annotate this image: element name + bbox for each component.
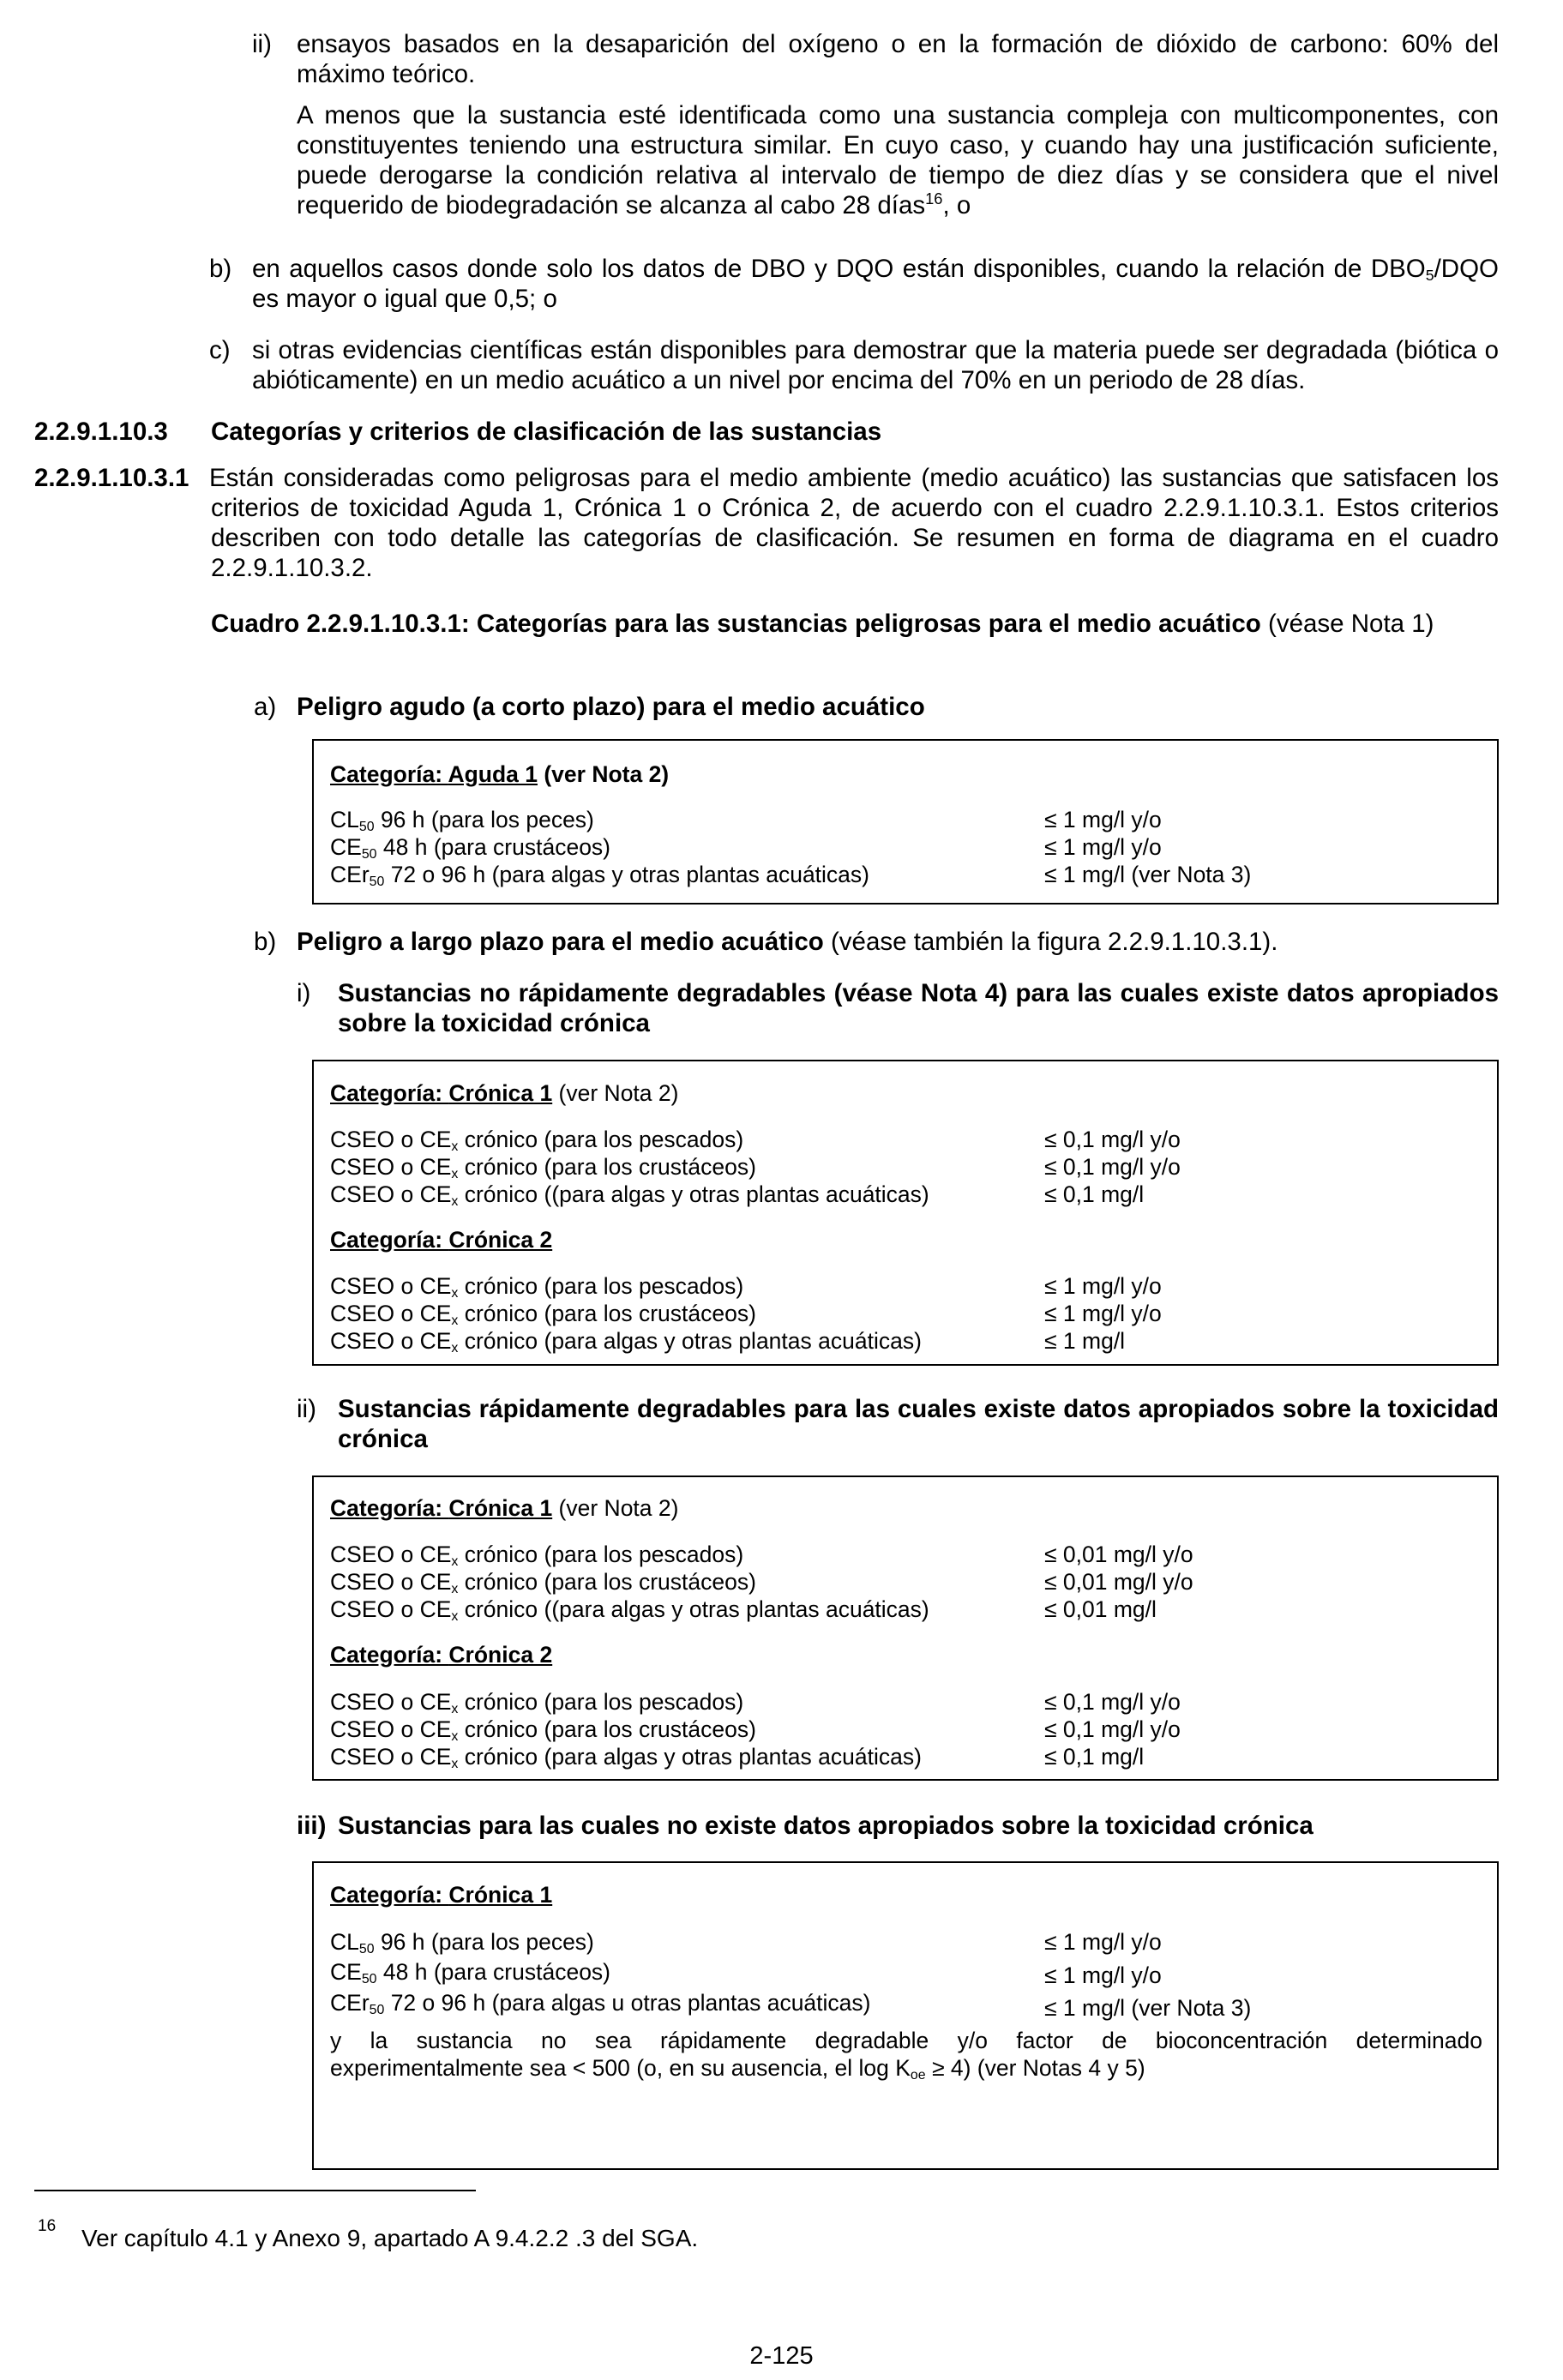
- footnote-number: 16: [38, 2217, 57, 2235]
- box3-c1-r1-a: CSEO o CE: [330, 1542, 452, 1567]
- box2-c1-r3-sub: x: [451, 1194, 459, 1209]
- box2-cat1-name: Crónica 1: [448, 1080, 553, 1106]
- box1-row-3-a: CEr: [330, 862, 370, 887]
- box3-c1-r3-b: crónico ((para algas y otras plantas acuáticas): [458, 1596, 929, 1622]
- box3-c2-r3-a: CSEO o CE: [330, 1744, 452, 1770]
- item-b-label: b): [209, 255, 232, 283]
- box1-row-1-b: 96 h (para los peces): [374, 807, 594, 832]
- box2-c1-row-1-value: ≤ 0,1 mg/l y/o: [1044, 1127, 1181, 1152]
- box3-c1-row-1-label: [330, 1541, 743, 1568]
- sec-b-rest: (véase también la figura 2.2.9.1.10.3.1).: [823, 928, 1278, 956]
- box2-c2-r2-b: crónico (para los crustáceos): [458, 1301, 756, 1326]
- box2-c2-row-1-value: ≤ 1 mg/l y/o: [1044, 1273, 1162, 1299]
- box3-category-2: [330, 1641, 552, 1668]
- box2-c2-r3-sub: x: [451, 1341, 459, 1355]
- item-b-text-2: /DQO es mayor o igual que 0,5; o: [252, 255, 1499, 313]
- box2-c2-r2-a: CSEO o CE: [330, 1301, 452, 1326]
- box4-r2-b: 48 h (para crustáceos): [376, 1959, 611, 1985]
- box1-row-2-label: [330, 833, 610, 861]
- box3-c2-r2-sub: x: [451, 1729, 459, 1744]
- section-title-10-3: Categorías y criterios de clasificación de las sustancias: [211, 418, 882, 446]
- box3-c1-row-2-value: ≤ 0,01 mg/l y/o: [1044, 1569, 1193, 1595]
- box3-c1-r3-sub: x: [451, 1609, 459, 1624]
- item-ii-text: ensayos basados en la desaparición del oxígeno o en la formación de dióxido de carbono: 60% del máximo teórico.: [297, 30, 1499, 88]
- box3-c1-row-1-value: ≤ 0,01 mg/l y/o: [1044, 1542, 1193, 1567]
- box3-category-1: [330, 1494, 678, 1522]
- footnote-text: Ver capítulo 4.1 y Anexo 9, apartado A 9.4.2.2 .3 del SGA.: [81, 2225, 699, 2251]
- box2-c2-row-2-label: [330, 1300, 756, 1327]
- box1-row-2-a: CE: [330, 834, 362, 860]
- box2-c2-r1-sub: x: [451, 1286, 459, 1301]
- box2-c2-row-3-value: ≤ 1 mg/l: [1044, 1328, 1126, 1354]
- box2-c1-row-3-label: [330, 1181, 929, 1208]
- box4-extra-2b: ≥ 4) (ver Notas 4 y 5): [925, 2055, 1145, 2081]
- box3-c2-r1-a: CSEO o CE: [330, 1689, 452, 1715]
- box2-c1-r1-b: crónico (para los pescados): [458, 1127, 744, 1152]
- box2-c2-r2-sub: x: [451, 1313, 459, 1328]
- box3-cat1-prefix: Categoría:: [330, 1495, 449, 1521]
- box3-c2-r1-b: crónico (para los pescados): [458, 1689, 744, 1715]
- box2-cat1-note: (ver Nota 2): [552, 1080, 679, 1106]
- box2-c2-row-2-value: ≤ 1 mg/l y/o: [1044, 1301, 1162, 1326]
- box3-c1-r2-sub: x: [451, 1582, 459, 1596]
- paragraph-body: A menos que la sustancia esté identificada como una sustancia compleja con multicomponentes, con constituyentes teniendo una estructura similar. En cuyo caso, y cuando hay una justificación suficiente, puede derogarse la condición relativa al intervalo de tiempo de diez días y se considera que el nivel requerido de biodegradación se alcanza al cabo 28 días: [297, 101, 1499, 219]
- sec-b-i-text: Sustancias no rápidamente degradables (véase Nota 4) para las cuales existe datos apropiados sobre la toxicidad crónica: [338, 979, 1499, 1037]
- box4-r2-a: CE: [330, 1959, 362, 1985]
- box3-c1-row-3-value: ≤ 0,01 mg/l: [1044, 1596, 1157, 1622]
- box3-c2-row-1-value: ≤ 0,1 mg/l y/o: [1044, 1689, 1181, 1715]
- box2-c1-row-3-value: ≤ 0,1 mg/l: [1044, 1181, 1145, 1207]
- sec-b-title-line: [297, 927, 1277, 957]
- box3-c1-row-3-label: [330, 1596, 929, 1623]
- box3-cat1-name: Crónica 1: [448, 1495, 553, 1521]
- box4-r1-sub: 50: [358, 1942, 375, 1956]
- box2-c2-row-3-label: [330, 1327, 922, 1355]
- box2-c1-row-1-label: [330, 1126, 743, 1153]
- box4-cat-prefix: Categoría:: [330, 1882, 449, 1908]
- box3-c2-r3-sub: x: [451, 1757, 459, 1771]
- box2-c1-r1-a: CSEO o CE: [330, 1127, 452, 1152]
- sec-a-title: Peligro agudo (a corto plazo) para el medio acuático: [297, 693, 925, 721]
- box2-c1-r3-a: CSEO o CE: [330, 1181, 452, 1207]
- box4-row-1-value: ≤ 1 mg/l y/o: [1044, 1929, 1162, 1955]
- box2-cat1-prefix: Categoría:: [330, 1080, 449, 1106]
- box4-row-3-label: [330, 1989, 870, 2016]
- box4-extra-line-1: y la sustancia no sea rápidamente degradable y/o factor de bioconcentración determinado: [330, 2028, 1482, 2053]
- box3-c1-r1-b: crónico (para los pescados): [458, 1542, 744, 1567]
- item-b-text-1: en aquellos casos donde solo los datos de DBO y DQO están disponibles, cuando la relación de DBO: [252, 255, 1426, 283]
- box2-c1-row-2-label: [330, 1153, 756, 1181]
- sec-a-label: a): [254, 693, 277, 721]
- box2-category-1: [330, 1079, 678, 1107]
- box4-r2-sub: 50: [361, 1972, 377, 1986]
- complex-substance-paragraph: [297, 100, 1499, 220]
- table-caption: [211, 609, 1499, 639]
- box2-c2-r3-a: CSEO o CE: [330, 1328, 452, 1354]
- box4-row-2-value: ≤ 1 mg/l y/o: [1044, 1962, 1162, 1988]
- box2-c1-r1-sub: x: [451, 1139, 459, 1154]
- item-b-sub: 5: [1425, 267, 1434, 284]
- sec-b-ii-label: ii): [297, 1395, 316, 1423]
- box3-c2-row-3-value: ≤ 0,1 mg/l: [1044, 1744, 1145, 1770]
- box4-extra-line-2: [330, 2054, 1145, 2082]
- box4-r3-a: CEr: [330, 1990, 370, 2016]
- box4-row-2-label: [330, 1958, 610, 1986]
- item-c-text: si otras evidencias científicas están disponibles para demostrar que la materia puede ser degradada (biótica o abióticamente) en un medio acuático a un nivel por encima del 70% en un periodo de 28 días.: [252, 336, 1499, 394]
- box1-row-3-value: ≤ 1 mg/l (ver Nota 3): [1044, 862, 1252, 887]
- box2-cat2-prefix: Categoría:: [330, 1227, 449, 1253]
- box1-row-3-label: [330, 861, 869, 888]
- footnote-rule: [34, 2190, 476, 2191]
- box1-cat-note: (ver Nota 2): [537, 761, 670, 787]
- box3-c2-r2-b: crónico (para los crustáceos): [458, 1716, 756, 1742]
- box4-r1-b: 96 h (para los peces): [374, 1929, 594, 1955]
- box3-c1-r2-b: crónico (para los crustáceos): [458, 1569, 756, 1595]
- box1-row-1-value: ≤ 1 mg/l y/o: [1044, 807, 1162, 832]
- box2-c1-row-2-value: ≤ 0,1 mg/l y/o: [1044, 1154, 1181, 1180]
- box3-cat1-note: (ver Nota 2): [552, 1495, 679, 1521]
- item-c-label: c): [209, 336, 231, 364]
- sec-b-i-label: i): [297, 979, 311, 1007]
- sec-b-iii-text: Sustancias para las cuales no existe datos apropiados sobre la toxicidad crónica: [338, 1812, 1314, 1840]
- box3-c2-r1-sub: x: [451, 1702, 459, 1716]
- box4-r1-a: CL: [330, 1929, 359, 1955]
- sec-b-title: Peligro a largo plazo para el medio acuático: [297, 928, 824, 956]
- box2-category-2: [330, 1226, 552, 1253]
- box4-extra-2a: experimentalmente sea < 500 (o, en su ausencia, el log K: [330, 2055, 911, 2081]
- box1-row-3-sub: 50: [369, 874, 385, 889]
- item-ii-label: ii): [252, 30, 272, 58]
- box1-row-2-sub: 50: [361, 847, 377, 862]
- box2-cat2-name: Crónica 2: [448, 1227, 553, 1253]
- box1-row-1-a: CL: [330, 807, 359, 832]
- table-caption-note: (véase Nota 1): [1260, 610, 1434, 638]
- box3-c1-r3-a: CSEO o CE: [330, 1596, 452, 1622]
- box2-c2-row-1-label: [330, 1272, 743, 1300]
- box4-r3-b: 72 o 96 h (para algas u otras plantas acuáticas): [384, 1990, 871, 2016]
- box1-row-3-b: 72 o 96 h (para algas y otras plantas acuáticas): [384, 862, 869, 887]
- box1-cat-prefix: [330, 761, 669, 787]
- box3-c1-row-2-label: [330, 1568, 756, 1596]
- box3-c2-r3-b: crónico (para algas y otras plantas acuáticas): [458, 1744, 922, 1770]
- box4-category: [330, 1881, 552, 1908]
- table-caption-bold: Cuadro 2.2.9.1.10.3.1: Categorías para las sustancias peligrosas para el medio acuático: [211, 610, 1261, 638]
- box3-cat2-prefix: Categoría:: [330, 1642, 449, 1668]
- page-number: 2-125: [749, 2342, 814, 2370]
- box3-cat2-name: Crónica 2: [448, 1642, 553, 1668]
- box3-c1-r2-a: CSEO o CE: [330, 1569, 452, 1595]
- item-b-text: [252, 254, 1499, 314]
- sec-b-label: b): [254, 928, 277, 956]
- paragraph-tail: , o: [942, 191, 971, 219]
- box1-cat-name: Aguda 1: [448, 761, 538, 787]
- sec-b-iii-label: iii): [297, 1812, 327, 1840]
- section-number-10-3-1: 2.2.9.1.10.3.1: [34, 464, 189, 492]
- box2-c2-r1-a: CSEO o CE: [330, 1273, 452, 1299]
- footnote-ref-16[interactable]: 16: [925, 189, 943, 207]
- box2-c1-r2-sub: x: [451, 1167, 459, 1181]
- box1-row-2-value: ≤ 1 mg/l y/o: [1044, 834, 1162, 860]
- section-number-10-3: 2.2.9.1.10.3: [34, 418, 168, 446]
- box4-row-3-value: ≤ 1 mg/l (ver Nota 3): [1044, 1995, 1252, 2021]
- section-10-3-1-text: Están consideradas como peligrosas para el medio ambiente (medio acuático) las sustancias que satisfacen los criterios de toxicidad Aguda 1, Crónica 1 o Crónica 2, de acuerdo con el cuadro 2.2.9.1.10.3.1. Estos criterios describen con todo detalle las categorías de clasificación. Se resumen en forma de diagrama en el cuadro 2.2.9.1.10.3.2.: [209, 464, 1499, 582]
- box2-c1-r2-b: crónico (para los crustáceos): [458, 1154, 756, 1180]
- box2-c1-r2-a: CSEO o CE: [330, 1154, 452, 1180]
- box3-c2-row-1-label: [330, 1688, 743, 1716]
- box2-c2-r3-b: crónico (para algas y otras plantas acuáticas): [458, 1328, 922, 1354]
- box4-extra-2-sub: oe: [910, 2068, 926, 2082]
- box3-c2-r2-a: CSEO o CE: [330, 1716, 452, 1742]
- box1-row-2-b: 48 h (para crustáceos): [376, 834, 611, 860]
- box1-row-1-sub: 50: [358, 820, 375, 834]
- box4-r3-sub: 50: [369, 2003, 385, 2017]
- box3-c2-row-3-label: [330, 1743, 922, 1770]
- box2-c2-r1-b: crónico (para los pescados): [458, 1273, 744, 1299]
- box1-row-1-label: [330, 806, 594, 833]
- box1-cat-prefix-text: Categoría:: [330, 761, 448, 787]
- box3-c2-row-2-label: [330, 1716, 756, 1743]
- box4-row-1-label: [330, 1928, 594, 1956]
- box3-c1-r1-sub: x: [451, 1554, 459, 1569]
- box3-c2-row-2-value: ≤ 0,1 mg/l y/o: [1044, 1716, 1181, 1742]
- box1-category: [330, 760, 669, 788]
- box4-cat-name: Crónica 1: [448, 1882, 553, 1908]
- box2-c1-r3-b: crónico ((para algas y otras plantas acuáticas): [458, 1181, 929, 1207]
- sec-b-ii-text: Sustancias rápidamente degradables para las cuales existe datos apropiados sobre la toxicidad crónica: [338, 1395, 1499, 1453]
